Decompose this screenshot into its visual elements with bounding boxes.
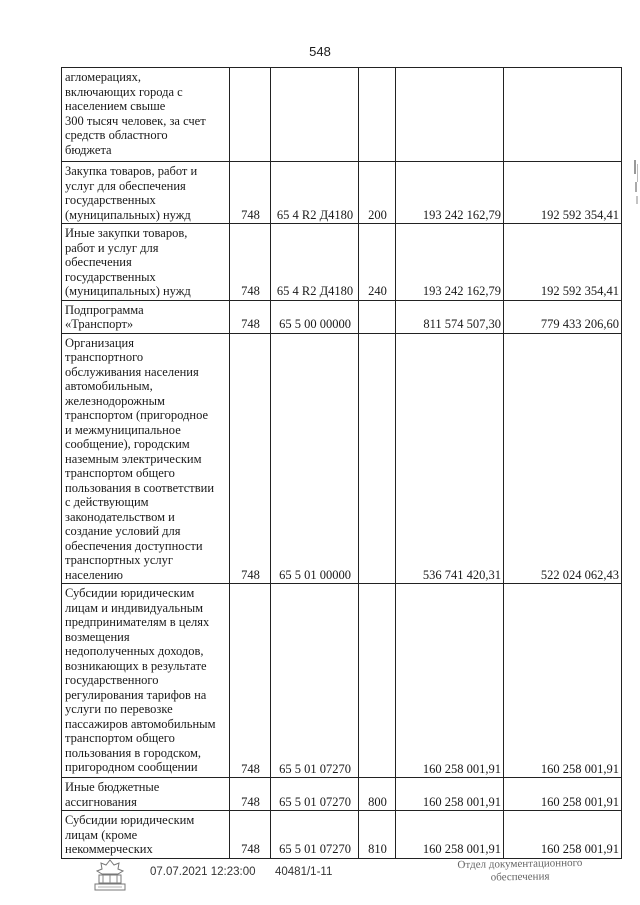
row-name: Субсидии юридическим лицам и индивидуальным предпринимателям в целях возмещения недополученных доходов, возникающих в результате государственного регулирования тарифов на услуги по перевозке пассажиров автомобильным транспортом общего пользования в городском, пригородном сообщении <box>62 584 230 778</box>
table-row <box>62 584 622 778</box>
ministry-code: 748 <box>230 584 271 778</box>
amount-year-2: 522 024 062,43 <box>504 333 622 584</box>
row-name: Субсидии юридическим лицам (кроме некоммерческих <box>62 811 230 859</box>
page-number: 548 <box>309 44 331 59</box>
amount-year-2: 192 592 354,41 <box>504 162 622 224</box>
table-row <box>62 68 622 162</box>
target-article-code: 65 5 00 00000 <box>271 300 359 333</box>
amount-year-1: 160 258 001,91 <box>396 584 504 778</box>
expense-type-code: 200 <box>359 162 396 224</box>
expense-type-code <box>359 584 396 778</box>
ministry-code: 748 <box>230 162 271 224</box>
row-name: Иные закупки товаров, работ и услуг для обеспечения государственных (муниципальных) нужд <box>62 224 230 301</box>
department-stamp: Отдел документационного обеспечения <box>457 856 583 884</box>
amount-year-1 <box>396 68 504 162</box>
row-name: Подпрограмма «Транспорт» <box>62 300 230 333</box>
row-name: Организация транспортного обслуживания населения автомобильным, железнодорожным транспортом (пригородное и межмуниципальное сообщение), городским наземным электрическим транспортом общего пользования в соответствии с действующим законодательством и создание условий для обеспечения доступности транспортных услуг населению <box>62 333 230 584</box>
amount-year-2: 160 258 001,91 <box>504 778 622 811</box>
ministry-code: 748 <box>230 333 271 584</box>
table-row <box>62 778 622 811</box>
row-name: агломерациях, включающих города с населением свыше 300 тысяч человек, за счет средств областного бюджета <box>62 68 230 162</box>
expense-type-code: 800 <box>359 778 396 811</box>
target-article-code: 65 4 R2 Д4180 <box>271 224 359 301</box>
row-name: Закупка товаров, работ и услуг для обеспечения государственных (муниципальных) нужд <box>62 162 230 224</box>
page-footer <box>0 858 640 898</box>
target-article-code: 65 5 01 07270 <box>271 811 359 859</box>
ministry-code: 748 <box>230 778 271 811</box>
amount-year-1: 160 258 001,91 <box>396 778 504 811</box>
ministry-code: 748 <box>230 300 271 333</box>
expense-type-code <box>359 300 396 333</box>
expense-type-code: 240 <box>359 224 396 301</box>
table-row <box>62 162 622 224</box>
budget-table <box>61 67 622 859</box>
ministry-code <box>230 68 271 162</box>
target-article-code: 65 4 R2 Д4180 <box>271 162 359 224</box>
expense-type-code <box>359 68 396 162</box>
ministry-code: 748 <box>230 811 271 859</box>
amount-year-1: 193 242 162,79 <box>396 224 504 301</box>
crest-logo-icon <box>88 858 132 894</box>
table-row <box>62 300 622 333</box>
amount-year-2: 160 258 001,91 <box>504 811 622 859</box>
target-article-code: 65 5 01 07270 <box>271 778 359 811</box>
scan-edge-artifact <box>632 160 640 220</box>
amount-year-2 <box>504 68 622 162</box>
table-row <box>62 333 622 584</box>
target-article-code: 65 5 01 00000 <box>271 333 359 584</box>
footer-doc-number: 40481/1-11 <box>275 866 333 878</box>
amount-year-1: 536 741 420,31 <box>396 333 504 584</box>
target-article-code <box>271 68 359 162</box>
target-article-code: 65 5 01 07270 <box>271 584 359 778</box>
expense-type-code <box>359 333 396 584</box>
table-row <box>62 224 622 301</box>
amount-year-1: 193 242 162,79 <box>396 162 504 224</box>
ministry-code: 748 <box>230 224 271 301</box>
amount-year-2: 779 433 206,60 <box>504 300 622 333</box>
amount-year-2: 192 592 354,41 <box>504 224 622 301</box>
expense-type-code: 810 <box>359 811 396 859</box>
footer-datetime: 07.07.2021 12:23:00 <box>150 866 256 878</box>
table-row <box>62 811 622 859</box>
row-name: Иные бюджетные ассигнования <box>62 778 230 811</box>
amount-year-1: 160 258 001,91 <box>396 811 504 859</box>
amount-year-1: 811 574 507,30 <box>396 300 504 333</box>
amount-year-2: 160 258 001,91 <box>504 584 622 778</box>
